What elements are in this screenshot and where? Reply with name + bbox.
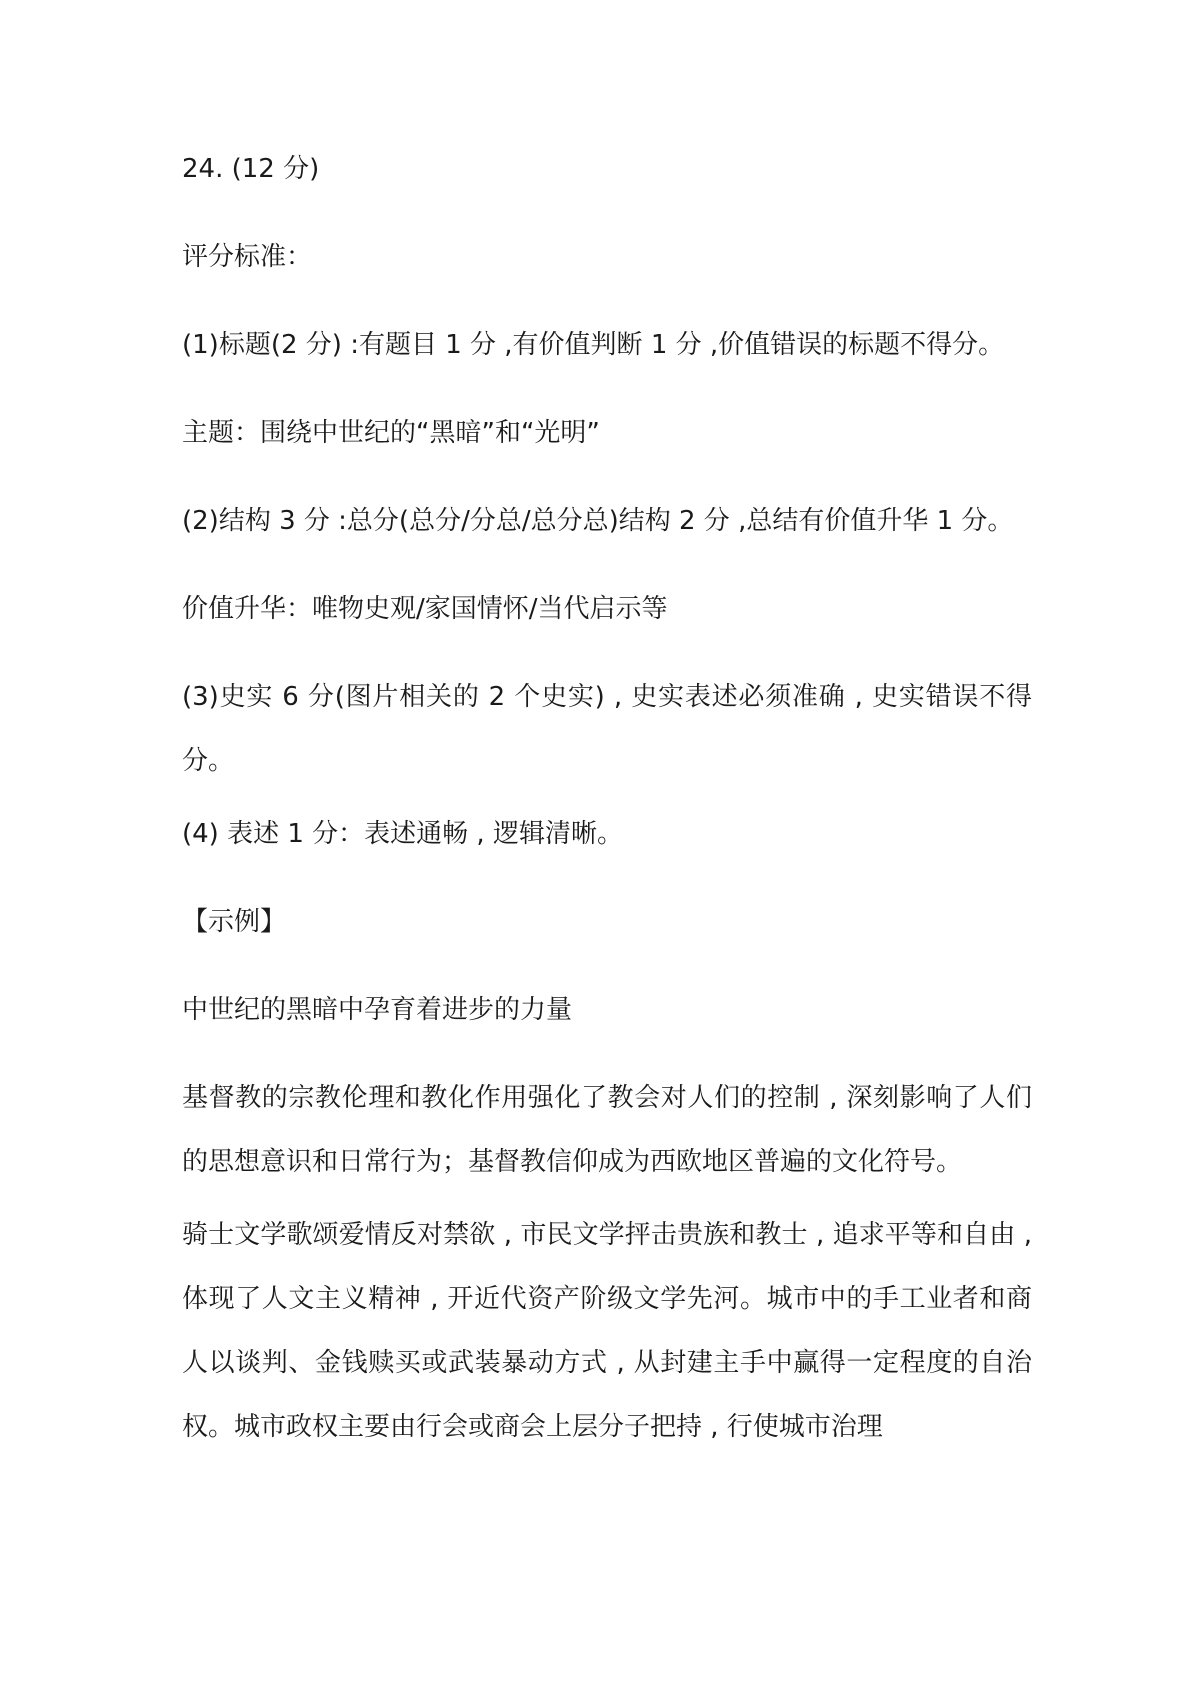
criterion-expression: (4) 表述 1 分：表述通畅 , 逻辑清晰。 — [182, 819, 623, 849]
criterion-value: 价值升华：唯物史观/家国情怀/当代启示等 — [182, 594, 668, 624]
criterion-facts: (3)史实 6 分(图片相关的 2 个史实) , 史实表述必须准确 , 史实错误不得分。 — [182, 682, 1032, 776]
document-content — [182, 152, 1032, 1459]
example-title: 中世纪的黑暗中孕育着进步的力量 — [182, 995, 573, 1025]
criterion-title: (1)标题(2 分) :有题目 1 分 ,有价值判断 1 分 ,价值错误的标题不得分。 — [182, 330, 1005, 360]
question-number: 24. (12 分) — [182, 154, 320, 184]
scoring-heading: 评分标准： — [182, 242, 313, 272]
example-heading: 【示例】 — [182, 907, 287, 937]
criterion-theme: 主题：围绕中世纪的“黑暗”和“光明” — [182, 418, 600, 448]
example-paragraph-1: 基督教的宗教伦理和教化作用强化了教会对人们的控制 , 深刻影响了人们的思想意识和日常行为；基督教信仰成为西欧地区普遍的文化符号。 — [182, 1083, 1032, 1177]
criterion-structure: (2)结构 3 分 :总分(总分/分总/总分总)结构 2 分 ,总结有价值升华 1 分。 — [182, 506, 1014, 536]
example-paragraph-2: 骑士文学歌颂爱情反对禁欲 , 市民文学抨击贵族和教士 , 追求平等和自由 , 体现了人文主义精神 , 开近代资产阶级文学先河。城市中的手工业者和商人以谈判、金钱赎买或武装暴动方式 , 从封建主手中赢得一定程度的自治权。城市政权主要由行会或商会上层分子把持 , 行使城市治理 — [182, 1220, 1032, 1442]
